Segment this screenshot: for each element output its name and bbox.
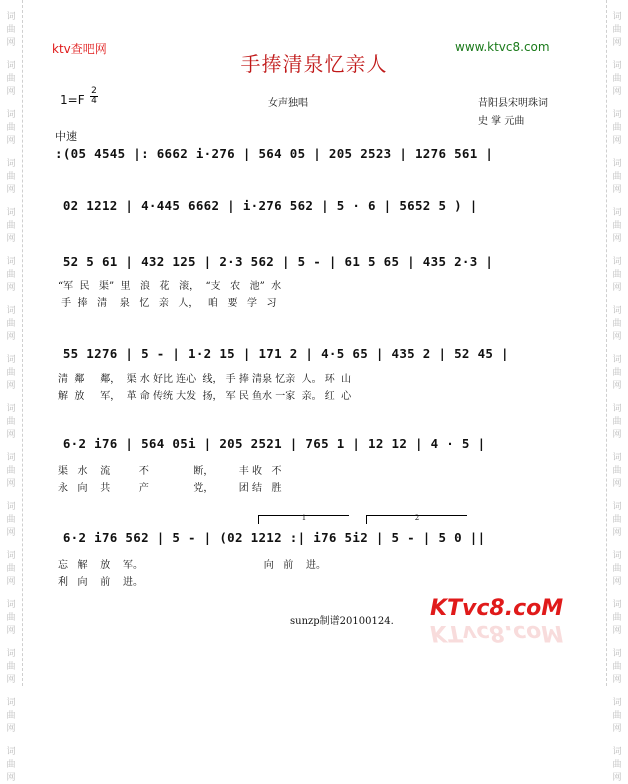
ktvc8-logo[interactable]: KTvc8.coM: [430, 596, 564, 621]
watermark-glyph: 曲: [612, 564, 622, 574]
watermark-glyph: 曲: [6, 417, 16, 427]
watermark-glyph: 网: [612, 626, 622, 636]
watermark-glyph: 曲: [6, 25, 16, 35]
watermark-glyph: 网: [6, 234, 16, 244]
watermark-glyph: 词: [612, 257, 622, 267]
volta-bracket-2: [366, 515, 467, 524]
watermark-glyph: 词: [6, 110, 16, 120]
watermark-glyph: 词: [612, 747, 622, 757]
transcriber-signature: sunzp制谱20100124.: [290, 616, 394, 627]
volta-1-label: 1: [301, 514, 307, 522]
score-line-6: 6·2 i76 562 | 5 - | (02 1212 :| i76 5i2 | 5 - | 5 0 ||: [55, 530, 486, 545]
watermark-glyph: 网: [6, 773, 16, 783]
watermark-glyph: 网: [612, 381, 622, 391]
watermark-glyph: 网: [6, 675, 16, 685]
watermark-glyph: 曲: [612, 466, 622, 476]
watermark-glyph: 网: [6, 185, 16, 195]
watermark-glyph: 网: [6, 332, 16, 342]
watermark-glyph: 词: [612, 551, 622, 561]
watermark-glyph: 曲: [6, 760, 16, 770]
watermark-glyph: 曲: [612, 662, 622, 672]
lyrics-line-5-verse-2: 永 向 共 产 党， 团 结 胜: [58, 483, 282, 494]
watermark-glyph: 网: [6, 38, 16, 48]
watermark-glyph: 网: [6, 528, 16, 538]
watermark-glyph: 曲: [612, 123, 622, 133]
volta-2-label: 2: [414, 514, 420, 522]
watermark-glyph: 网: [612, 675, 622, 685]
lyrics-line-3-verse-1: “军 民 渠” 里 浪 花 滚， “支 农 池” 水: [58, 281, 282, 292]
watermark-glyph: 词: [6, 649, 16, 659]
watermark-glyph: 词: [6, 404, 16, 414]
watermark-glyph: 网: [6, 479, 16, 489]
lyricist-credit: 昔阳县宋明珠词: [478, 98, 548, 109]
watermark-glyph: 网: [6, 381, 16, 391]
watermark-glyph: 曲: [6, 662, 16, 672]
watermark-glyph: 曲: [6, 368, 16, 378]
time-signature-top: 2: [91, 86, 97, 96]
volta-bracket-1: [258, 515, 349, 524]
watermark-glyph: 词: [612, 208, 622, 218]
watermark-glyph: 网: [612, 577, 622, 587]
watermark-glyph: 曲: [6, 221, 16, 231]
watermark-glyph: 网: [612, 479, 622, 489]
watermark-glyph: 曲: [612, 172, 622, 182]
watermark-glyph: 词: [612, 502, 622, 512]
watermark-glyph: 词: [612, 453, 622, 463]
watermark-glyph: 词: [6, 747, 16, 757]
watermark-glyph: 词: [612, 404, 622, 414]
watermark-glyph: 曲: [6, 270, 16, 280]
composer-credit: 史 掌 元曲: [478, 116, 525, 127]
watermark-glyph: 网: [612, 136, 622, 146]
watermark-glyph: 词: [612, 61, 622, 71]
watermark-glyph: 曲: [6, 123, 16, 133]
watermark-glyph: 词: [612, 306, 622, 316]
watermark-glyph: 曲: [6, 613, 16, 623]
watermark-glyph: 曲: [6, 74, 16, 84]
watermark-glyph: 网: [612, 332, 622, 342]
watermark-glyph: 词: [6, 453, 16, 463]
watermark-glyph: 词: [6, 355, 16, 365]
watermark-glyph: 网: [612, 87, 622, 97]
watermark-glyph: 曲: [612, 760, 622, 770]
watermark-glyph: 曲: [612, 25, 622, 35]
score-line-1: :(05 4545 |: 6662 i·276 | 564 05 | 205 2523 | 1276 561 |: [55, 146, 494, 161]
watermark-glyph: 网: [6, 626, 16, 636]
watermark-glyph: 词: [6, 600, 16, 610]
watermark-glyph: 词: [6, 208, 16, 218]
watermark-glyph: 网: [612, 283, 622, 293]
lyrics-line-5-verse-1: 渠 水 流 不 断， 丰 收 不: [58, 466, 282, 477]
watermark-glyph: 词: [6, 61, 16, 71]
watermark-glyph: 词: [6, 551, 16, 561]
watermark-glyph: 词: [612, 698, 622, 708]
watermark-glyph: 曲: [6, 515, 16, 525]
watermark-glyph: 曲: [612, 613, 622, 623]
watermark-glyph: 词: [612, 12, 622, 22]
watermark-glyph: 曲: [6, 564, 16, 574]
watermark-glyph: 曲: [612, 417, 622, 427]
left-watermark-strip: [0, 0, 22, 783]
watermark-glyph: 网: [612, 724, 622, 734]
watermark-glyph: 曲: [6, 711, 16, 721]
watermark-glyph: 曲: [612, 368, 622, 378]
watermark-glyph: 词: [6, 159, 16, 169]
ktvc8-logo-reflection: KTvc8.coM: [430, 620, 564, 645]
watermark-glyph: 词: [6, 502, 16, 512]
watermark-glyph: 词: [6, 257, 16, 267]
score-line-4: 55 1276 | 5 - | 1·2 15 | 171 2 | 4·5 65 | 435 2 | 52 45 |: [55, 346, 509, 361]
watermark-glyph: 曲: [612, 711, 622, 721]
watermark-glyph: 曲: [612, 319, 622, 329]
left-border: [22, 0, 24, 686]
song-title: 手捧清泉忆亲人: [240, 52, 388, 76]
watermark-glyph: 网: [612, 38, 622, 48]
watermark-glyph: 曲: [612, 74, 622, 84]
watermark-glyph: 词: [612, 649, 622, 659]
watermark-glyph: 网: [612, 234, 622, 244]
watermark-glyph: 曲: [612, 270, 622, 280]
watermark-glyph: 词: [6, 12, 16, 22]
watermark-glyph: 网: [6, 136, 16, 146]
watermark-glyph: 曲: [612, 221, 622, 231]
watermark-glyph: 曲: [6, 466, 16, 476]
site-name-left[interactable]: ktv查吧网: [52, 42, 107, 56]
site-url-right[interactable]: www.ktvc8.com: [455, 40, 550, 54]
performance-note: 女声独唱: [268, 98, 308, 109]
lyrics-line-4-verse-1: 清 鄰 鄰， 渠 水 好比 连心 线， 手 捧 清泉 忆亲 人。 环 山: [58, 374, 352, 385]
key-signature: 1=F: [60, 93, 85, 107]
watermark-glyph: 词: [612, 159, 622, 169]
watermark-glyph: 词: [612, 600, 622, 610]
right-watermark-strip: [606, 0, 628, 783]
lyrics-line-6-verse-2: 利 向 前 进。: [58, 577, 143, 588]
watermark-glyph: 网: [6, 577, 16, 587]
lyrics-line-4-verse-2: 解 放 军， 革 命 传统 大发 扬， 军 民 鱼水 一家 亲。 红 心: [58, 391, 352, 402]
time-signature: [90, 87, 98, 106]
watermark-glyph: 网: [612, 430, 622, 440]
watermark-glyph: 词: [6, 698, 16, 708]
watermark-glyph: 网: [6, 430, 16, 440]
watermark-glyph: 词: [612, 110, 622, 120]
lyrics-line-6-verse-1: 忘 解 放 军。 向 前 进。: [58, 560, 327, 571]
watermark-glyph: 词: [6, 306, 16, 316]
tempo-marking: 中速: [55, 130, 77, 143]
watermark-glyph: 曲: [6, 172, 16, 182]
watermark-glyph: 曲: [6, 319, 16, 329]
watermark-glyph: 网: [6, 283, 16, 293]
lyrics-line-3-verse-2: 手 捧 清 泉 忆 亲 人， 咱 要 学 习: [58, 298, 277, 309]
time-signature-bottom: 4: [91, 96, 97, 106]
score-line-3: 52 5 61 | 432 125 | 2·3 562 | 5 - | 61 5 65 | 435 2·3 |: [55, 254, 494, 269]
watermark-glyph: 网: [612, 773, 622, 783]
watermark-glyph: 网: [612, 528, 622, 538]
score-line-5: 6·2 i76 | 564 05i | 205 2521 | 765 1 | 12 12 | 4 · 5 |: [55, 436, 486, 451]
watermark-glyph: 词: [612, 355, 622, 365]
watermark-glyph: 网: [6, 87, 16, 97]
watermark-glyph: 网: [6, 724, 16, 734]
watermark-glyph: 网: [612, 185, 622, 195]
watermark-glyph: 曲: [612, 515, 622, 525]
score-line-2: 02 1212 | 4·445 6662 | i·276 562 | 5 · 6 | 5652 5 ) |: [55, 198, 478, 213]
right-border: [606, 0, 608, 686]
